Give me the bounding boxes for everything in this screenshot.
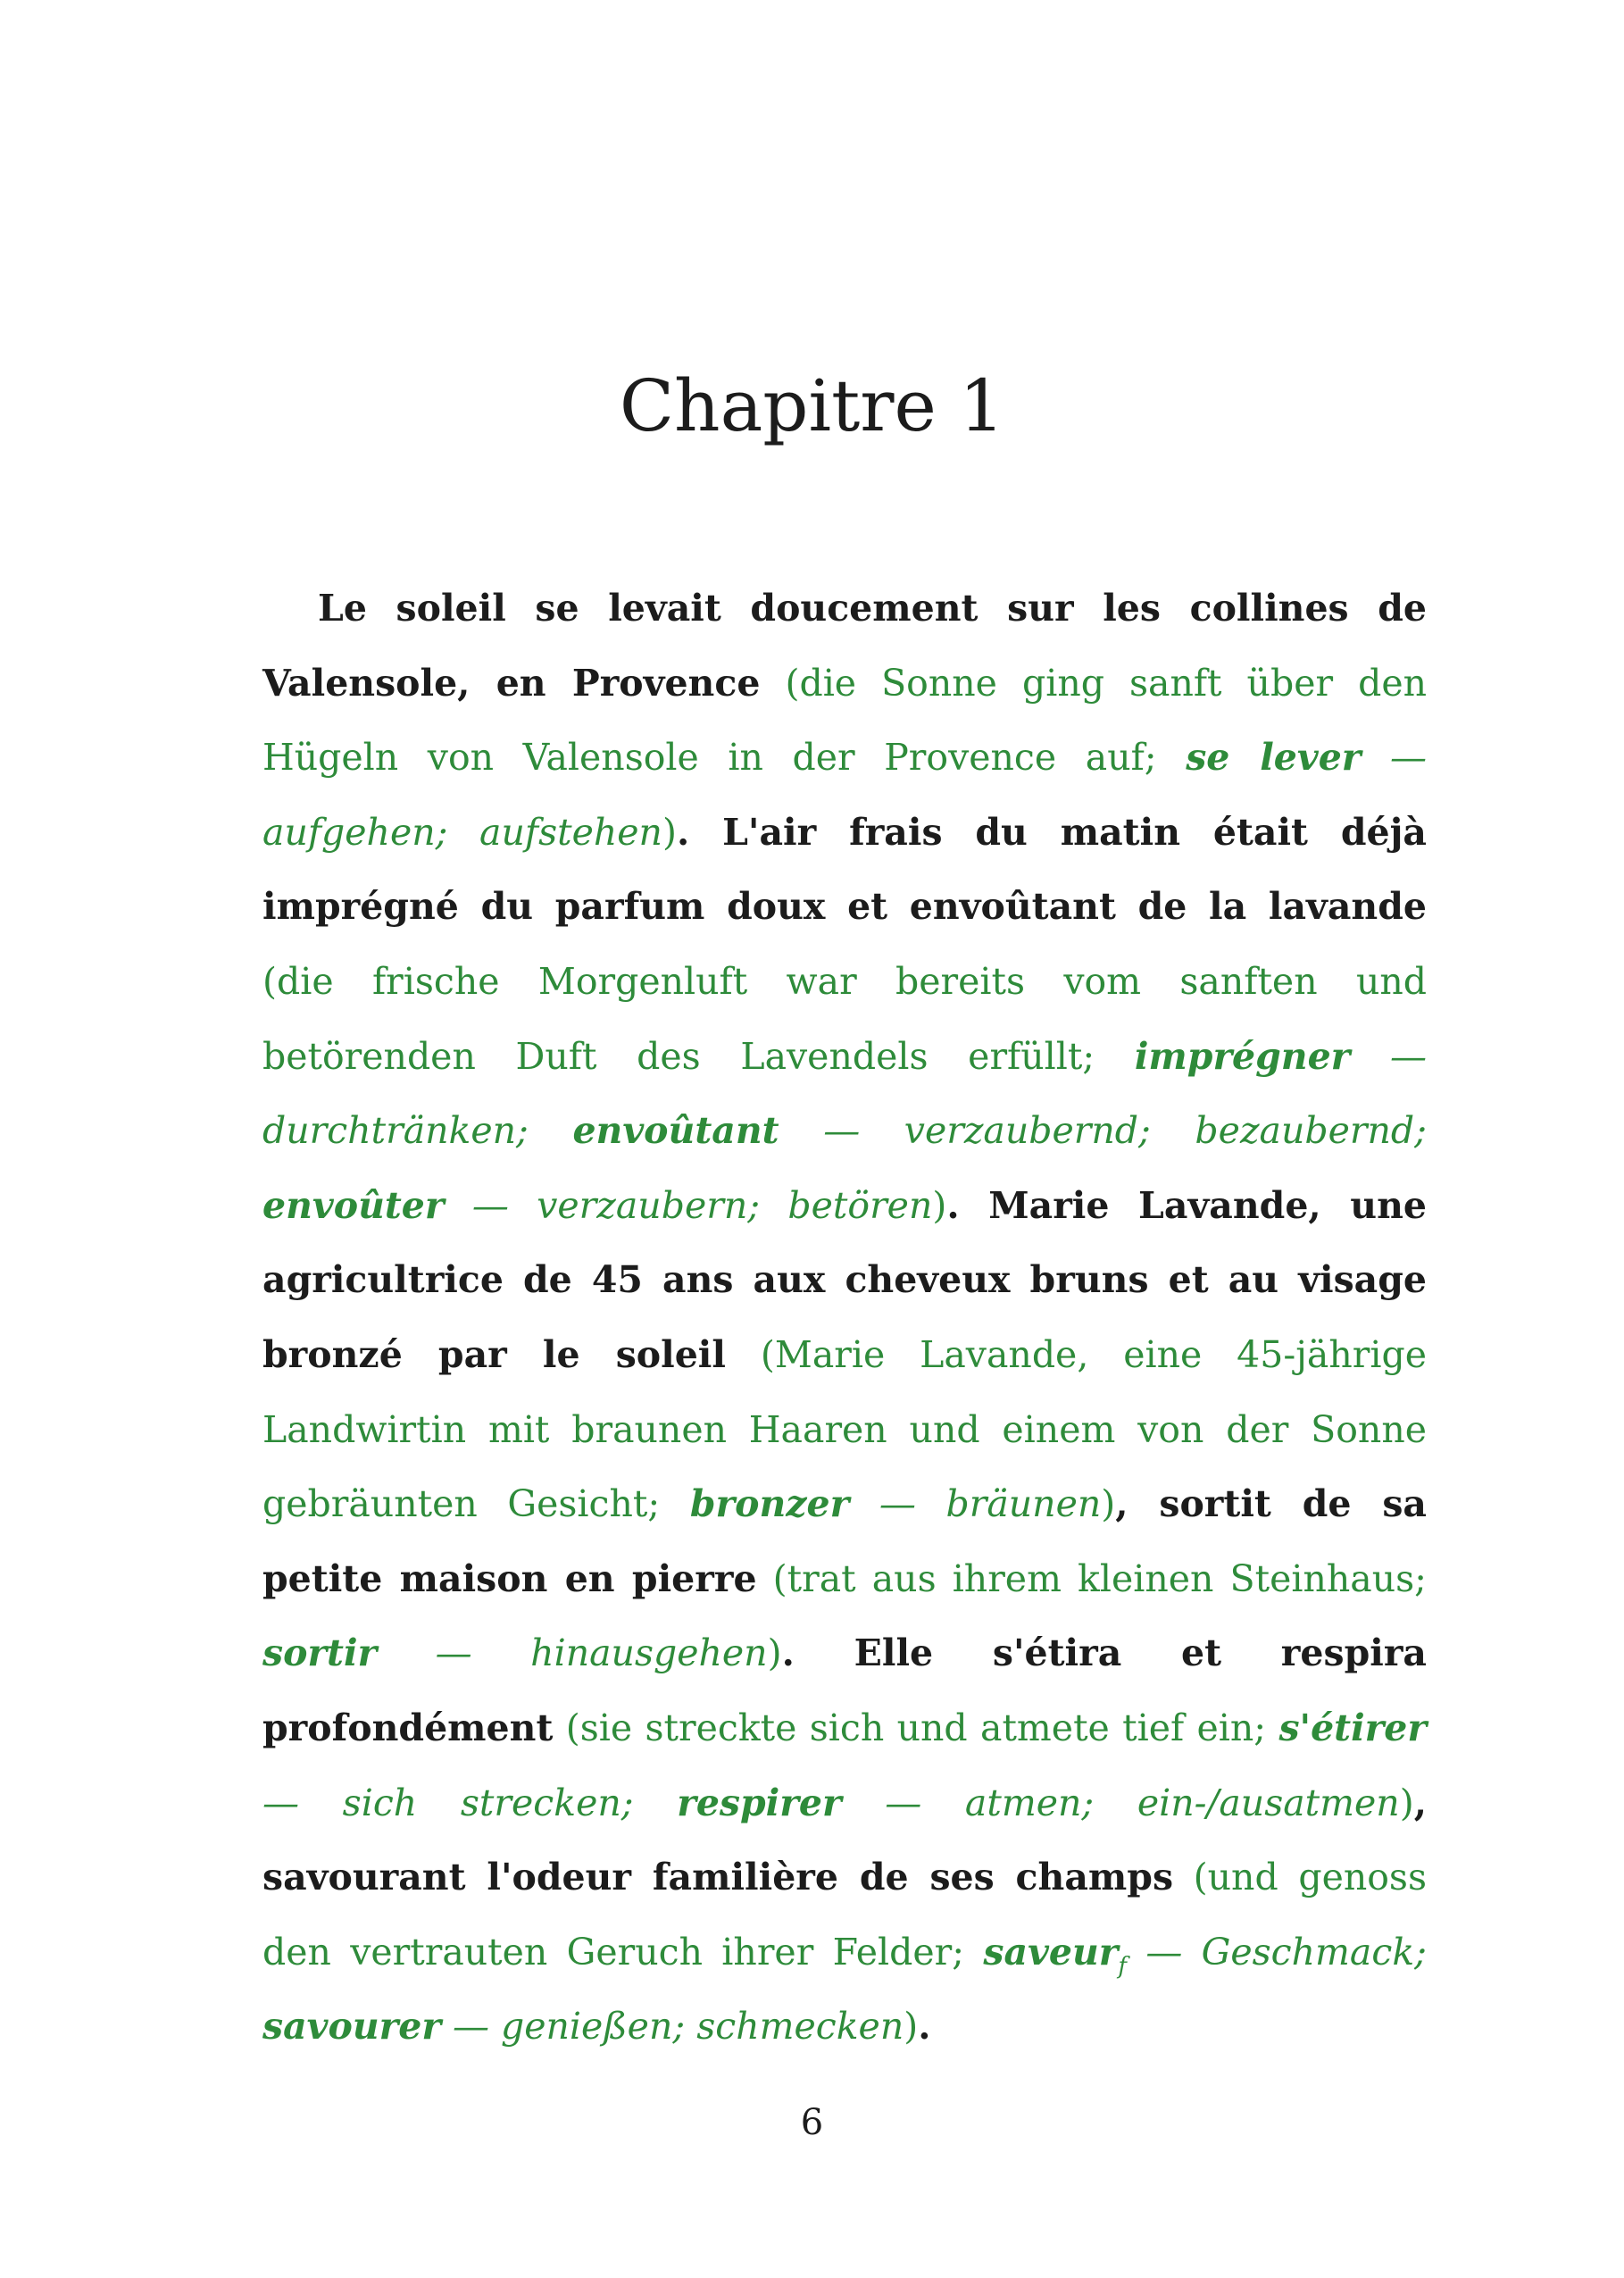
translation-text: (die frische Morgenluft war bereits vom sanften und betörenden Duft des Lavendels erfüllt;: [262, 959, 1427, 1078]
page-number: 6: [800, 2102, 824, 2143]
vocab-gloss: — sich strecken;: [262, 1781, 634, 1824]
sentence-end: .: [918, 2005, 931, 2049]
translation-close: ): [1101, 1482, 1116, 1526]
vocab-term: savourer: [262, 2005, 441, 2049]
chapter-title: Chapitre 1: [619, 364, 1005, 447]
vocab-gloss: — verzaubern; betören: [471, 1183, 933, 1227]
vocab-term: s'étirer: [1278, 1706, 1427, 1749]
vocab-term: respirer: [677, 1781, 842, 1824]
translation-text: (die Sonne ging sanft über den Hügeln von Valensole in der Provence auf;: [262, 661, 1428, 780]
french-sentence: , savourant l'odeur familière de ses champs: [262, 1781, 1427, 1899]
french-sentence: . Elle s'étira et respira profondément: [262, 1631, 1427, 1749]
vocab-term: envoûtant: [572, 1109, 779, 1153]
french-sentence: , sortit de sa petite maison en pierre: [262, 1482, 1427, 1600]
translation-close: ): [932, 1183, 947, 1227]
vocab-gloss: — genießen; schmecken: [452, 2005, 904, 2049]
vocab-gloss: — atmen; ein-/ausatmen: [885, 1781, 1400, 1824]
french-sentence: . Marie Lavande, une agricultrice de 45 ans aux cheveux bruns et au visage bronzé par le soleil: [262, 1183, 1427, 1376]
translation-close: ): [1399, 1781, 1414, 1824]
vocab-term: bronzer: [689, 1482, 850, 1526]
translation-close: ): [662, 810, 677, 854]
translation-close: ): [904, 2005, 919, 2049]
vocab-term: envoûter: [262, 1183, 445, 1227]
vocab-gloss: — hinausgehen: [435, 1631, 768, 1675]
vocab-term-word: saveur: [983, 1930, 1119, 1973]
translation-text: (trat aus ihrem kleinen Steinhaus;: [772, 1556, 1427, 1600]
vocab-gloss: — durchtränken;: [262, 1034, 1427, 1153]
vocab-term: imprégner: [1134, 1034, 1351, 1078]
translation-close: ): [767, 1631, 782, 1675]
vocab-term: [983, 1930, 1128, 1980]
vocab-gloss: — Geschmack;: [1145, 1930, 1427, 1973]
french-sentence: . L'air frais du matin était déjà imprégné du parfum doux et envoûtant de la lavande: [262, 810, 1427, 929]
translation-text: (sie streckte sich und atmete tief ein;: [565, 1706, 1267, 1749]
vocab-gloss: — bräunen: [879, 1482, 1102, 1526]
vocab-gloss: — aufgehen; aufstehen: [262, 736, 1427, 854]
translation-text: (Marie Lavande, eine 45-jährige Landwirtin mit braunen Haaren und einem von der Sonne gebräunten Gesicht;: [262, 1332, 1427, 1526]
vocab-term: sortir: [262, 1631, 378, 1675]
chapter-paragraph: [262, 572, 1427, 2065]
vocab-gloss: — verzaubernd; bezaubernd;: [823, 1109, 1427, 1153]
translation-text: (und genoss den vertrauten Geruch ihrer Felder;: [262, 1856, 1428, 1973]
french-sentence: Le soleil se levait doucement sur les collines de Valensole, en Provence: [262, 587, 1427, 705]
vocab-term: se lever: [1186, 736, 1362, 780]
gender-marker: f: [1118, 1952, 1128, 1980]
